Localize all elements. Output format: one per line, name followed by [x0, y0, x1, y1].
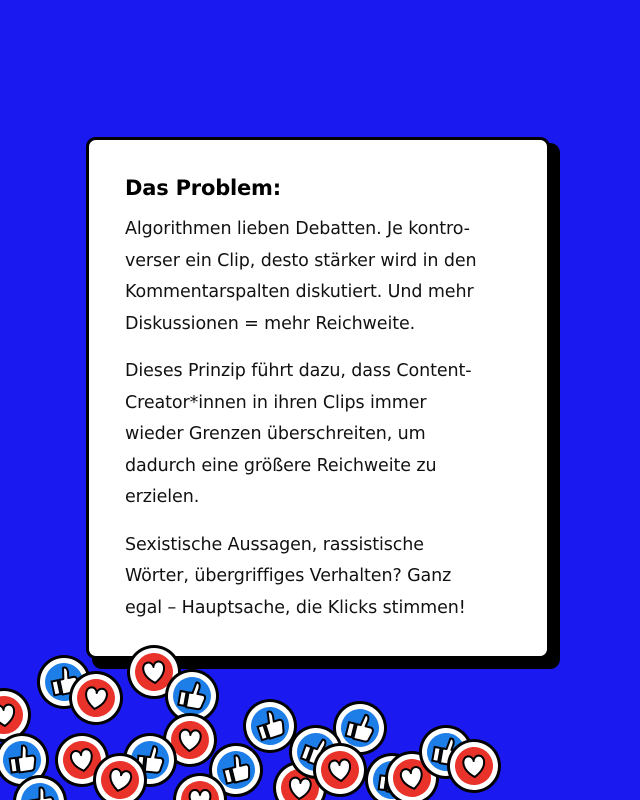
paragraph-2 [125, 356, 513, 514]
text-line: Diskussionen = mehr Reichweite. [125, 313, 416, 334]
text-card [86, 137, 550, 659]
text-line: verser ein Clip, desto stärker wird in den [125, 250, 477, 271]
text-line: Wörter, übergriffiges Verhalten? Ganz [125, 566, 452, 586]
reaction-icons-pile [0, 630, 640, 800]
text-line: Sexistische Aussagen, rassistische [125, 534, 424, 555]
card-heading: Das Problem: [125, 176, 281, 200]
text-line: Algorithmen lieben Debatten. Je kontro- [125, 219, 470, 239]
text-line: Dieses Prinzip führt dazu, dass Content- [125, 361, 472, 381]
paragraph-3 [125, 530, 513, 625]
text-line: egal – Hauptsache, die Klicks stimmen! [125, 597, 466, 618]
text-line: wieder Grenzen überschreiten, um [125, 424, 426, 444]
paragraph-1 [125, 214, 513, 340]
text-line: dadurch eine größere Reichweite zu [125, 455, 437, 476]
text-line: erzielen. [125, 487, 200, 507]
text-line: Creator*innen in ihren Clips immer [125, 392, 427, 413]
text-line: Kommentarspalten diskutiert. Und mehr [125, 282, 474, 302]
